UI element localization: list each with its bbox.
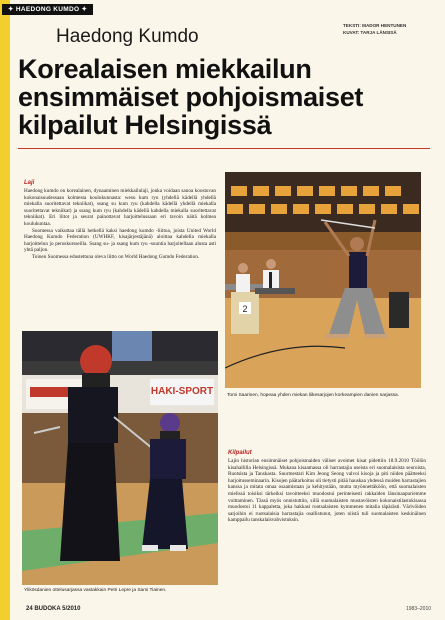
photo-sparring-match bbox=[22, 331, 218, 585]
credits-photos: KUVAT: TARJA LÄNSISÄ bbox=[343, 30, 397, 35]
competition-section-label: Kilpailut bbox=[228, 450, 252, 456]
page-number-issue: 24 BUDOKA 5/2010 bbox=[26, 606, 81, 612]
article-headline: Korealaisen miekkailun ensimmäiset pohjoismaiset kilpailut Helsingissä bbox=[18, 54, 364, 140]
section-title: Haedong Kumdo bbox=[56, 26, 199, 47]
photo-tomi-saarinen bbox=[225, 172, 421, 388]
lead-paragraph-2: Suomessa vaikuttaa tällä hetkellä kaksi haedong kumdo -liittoa, joista United World Haedong Kumdo Federation (UWHKF, kisajärjestäjänä) aloittaa kahdella miekalla harjoittelun jo peruskursseilla. Ssang su- ja ssang kum ryu -suuntia harjoitellaan alusta asti yhtä paljon. bbox=[24, 227, 216, 254]
competition-paragraph-1: Lajin historian ensimmäiset pohjoismaiden väliset avoimet kisat pidettiin 18.9.2010 Töölön kisahallilla Helsingissä. Mukana kisaamassa oli harrastajia useista eri suomalaisista seuroista, Ruotsista ja Tanskasta. Suurmestari Kim Jeong Seong valvoi kisoja ja piti niiden päätteeksi harjoitusseminaarin. Kisojen päätarkoitus oli tietysti pitää hauskaa yhdessä muiden harrastajien kanssa ja mitata omaa osaamistaan ja kehitystään, mutta myönnettäköön, että suomalaisten mielissä toisiksi tärkeiksi tavoitteeksi muodostui perinteisesti rakkaiden länsinaapuriemme voittaminen. Tässä myös onnistuttiin, sillä suomalaisten mustavöisten kokonaistilastokisassa muodostui 11 kappaletta, joka hakkasi ruotsalaisten kymmenen mitalia täpärästi. Värivöiden sarjoihin ei ruotsalaisia harrastajia osallistunut, joten niistä tuli suomalaisten keskinäinen kamppailu tanskalaisvahvistuksin. bbox=[228, 458, 426, 524]
lead-paragraph-1: Haedong kumdo on korealainen, dynaaminen miekkailulaji, jonka voidaan sanoa koostuvan kokonaisuudessaan kolmesta koulukunnasta: wesu kum ryu (yhdellä kädellä yhdellä miekalla suoritettavat tekniikat), ssang su kum ryu (kahdella kädellä yhdellä miekalla suoritettavat tekniikat) ja ssang kum ryu (kahdella kädellä kahdella miekalla suoritettavat tekniikat). Eri liitot ja seurat painottavat harjoittelussaan eri tavoin näitä kolmea koulukuntaa. bbox=[24, 188, 216, 227]
headline-divider bbox=[18, 148, 430, 149]
scoreboard-number: 2 bbox=[242, 304, 248, 314]
lead-section-label: Laji bbox=[24, 180, 35, 186]
photo-sparring-match-image bbox=[22, 331, 218, 585]
year-range: 1983–2010 bbox=[406, 606, 432, 612]
yellow-edge-strip bbox=[0, 0, 10, 620]
lead-column bbox=[24, 188, 216, 261]
caption-tomi-saarinen: Tomi Saarinen, hopeaa yhden miekan liikesarjojen korkeampien danien sarjassa. bbox=[227, 393, 399, 398]
article-credits bbox=[343, 22, 406, 36]
section-tag: ✦ HAEDONG KUMDO ✦ bbox=[2, 4, 93, 15]
competition-column bbox=[228, 458, 426, 524]
lead-paragraph-3: Toinen Suomessa edustettuna oleva liitto on World Haedong Gumdo Federation. bbox=[32, 253, 200, 260]
credits-text: TEKSTI: MADOR HENTUNEN bbox=[343, 23, 407, 28]
caption-sparring-match: Ylikösdanien ottelusarjassa vastakkain Petri Lepre ja Sami Tiainen. bbox=[24, 588, 167, 593]
photo-tomi-saarinen-image bbox=[225, 172, 421, 388]
banner-text: HAKI-SPORT bbox=[150, 386, 214, 397]
